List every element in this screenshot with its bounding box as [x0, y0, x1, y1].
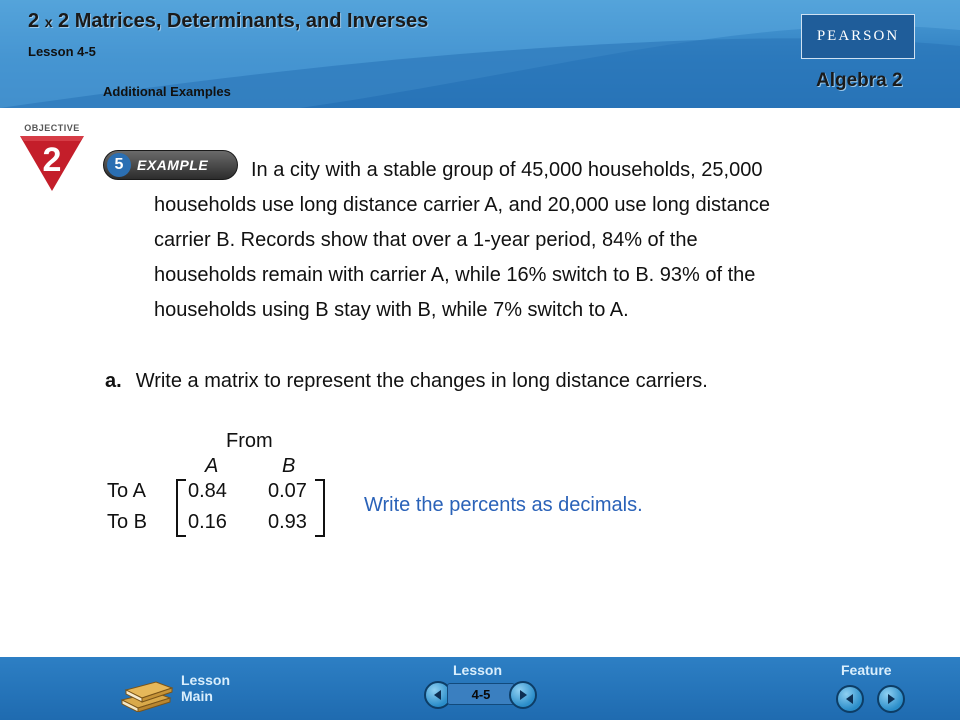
- lesson-number-badge: 4-5: [447, 683, 515, 705]
- part-a-text: Write a matrix to represent the changes in long distance carriers.: [135, 370, 708, 392]
- matrix-column-a-label: A: [205, 455, 219, 477]
- problem-line-text: households using B stay with B, while 7% switch to A.: [154, 299, 629, 321]
- matrix-from-label: From: [226, 430, 273, 452]
- lesson-nav-label: Lesson: [453, 662, 503, 678]
- example-number: 5: [107, 153, 131, 177]
- problem-line: [154, 293, 914, 328]
- matrix-right-bracket: [313, 478, 327, 538]
- problem-line: [154, 153, 914, 188]
- problem-line: [154, 258, 914, 293]
- problem-line: [154, 223, 914, 258]
- feature-previous-button[interactable]: [836, 685, 864, 713]
- arrow-left-icon: [432, 689, 444, 701]
- lesson-next-button[interactable]: [509, 681, 537, 709]
- feature-nav-label: Feature: [841, 662, 892, 678]
- matrix-cell: 0.16: [188, 511, 227, 533]
- page-title: [28, 10, 428, 33]
- matrix-cell: 0.93: [268, 511, 307, 533]
- objective-badge: [14, 123, 90, 193]
- problem-line-text: households remain with carrier A, while 16% switch to B. 93% of the: [154, 264, 756, 286]
- matrix-cell: 0.07: [268, 480, 307, 502]
- problem-statement: [154, 153, 914, 328]
- matrix-row-1-label: To A: [107, 480, 146, 502]
- part-a-label: a.: [105, 370, 122, 392]
- objective-label: OBJECTIVE: [24, 123, 80, 133]
- matrix-left-bracket: [174, 478, 188, 538]
- lesson-main-line: Main: [181, 688, 213, 704]
- matrix-row-2-label: To B: [107, 511, 148, 533]
- publisher-logo: PEARSON: [801, 14, 915, 59]
- problem-line-text: households use long distance carrier A, and 20,000 use long distance: [154, 194, 770, 216]
- problem-line: [154, 188, 914, 223]
- lesson-main-line: Lesson: [181, 672, 231, 688]
- problem-line-text: In a city with a stable group of 45,000 households, 25,000: [251, 159, 763, 181]
- matrix-column-b-label: B: [282, 455, 296, 477]
- matrix-cell: 0.84: [188, 480, 227, 502]
- example-word: EXAMPLE: [137, 157, 209, 173]
- part-a-question: [105, 370, 708, 393]
- problem-line-text: carrier B. Records show that over a 1-year period, 84% of the: [154, 229, 698, 251]
- section-label: Additional Examples: [103, 84, 231, 99]
- arrow-left-icon: [844, 693, 856, 705]
- matrix-note: Write the percents as decimals.: [364, 494, 643, 516]
- lesson-label: Lesson 4-5: [28, 44, 96, 59]
- lesson-main-books-icon[interactable]: [118, 670, 174, 712]
- arrow-right-icon: [517, 689, 529, 701]
- objective-number: 2: [42, 141, 62, 179]
- course-name: Algebra 2: [816, 70, 903, 91]
- header-bar: [0, 0, 960, 108]
- feature-next-button[interactable]: [877, 685, 905, 713]
- arrow-right-icon: [885, 693, 897, 705]
- title-times-symbol: x: [44, 14, 53, 30]
- title-part: 2 Matrices, Determinants, and Inverses: [58, 10, 429, 32]
- title-part: 2: [28, 10, 40, 32]
- lesson-main-link[interactable]: [181, 672, 230, 704]
